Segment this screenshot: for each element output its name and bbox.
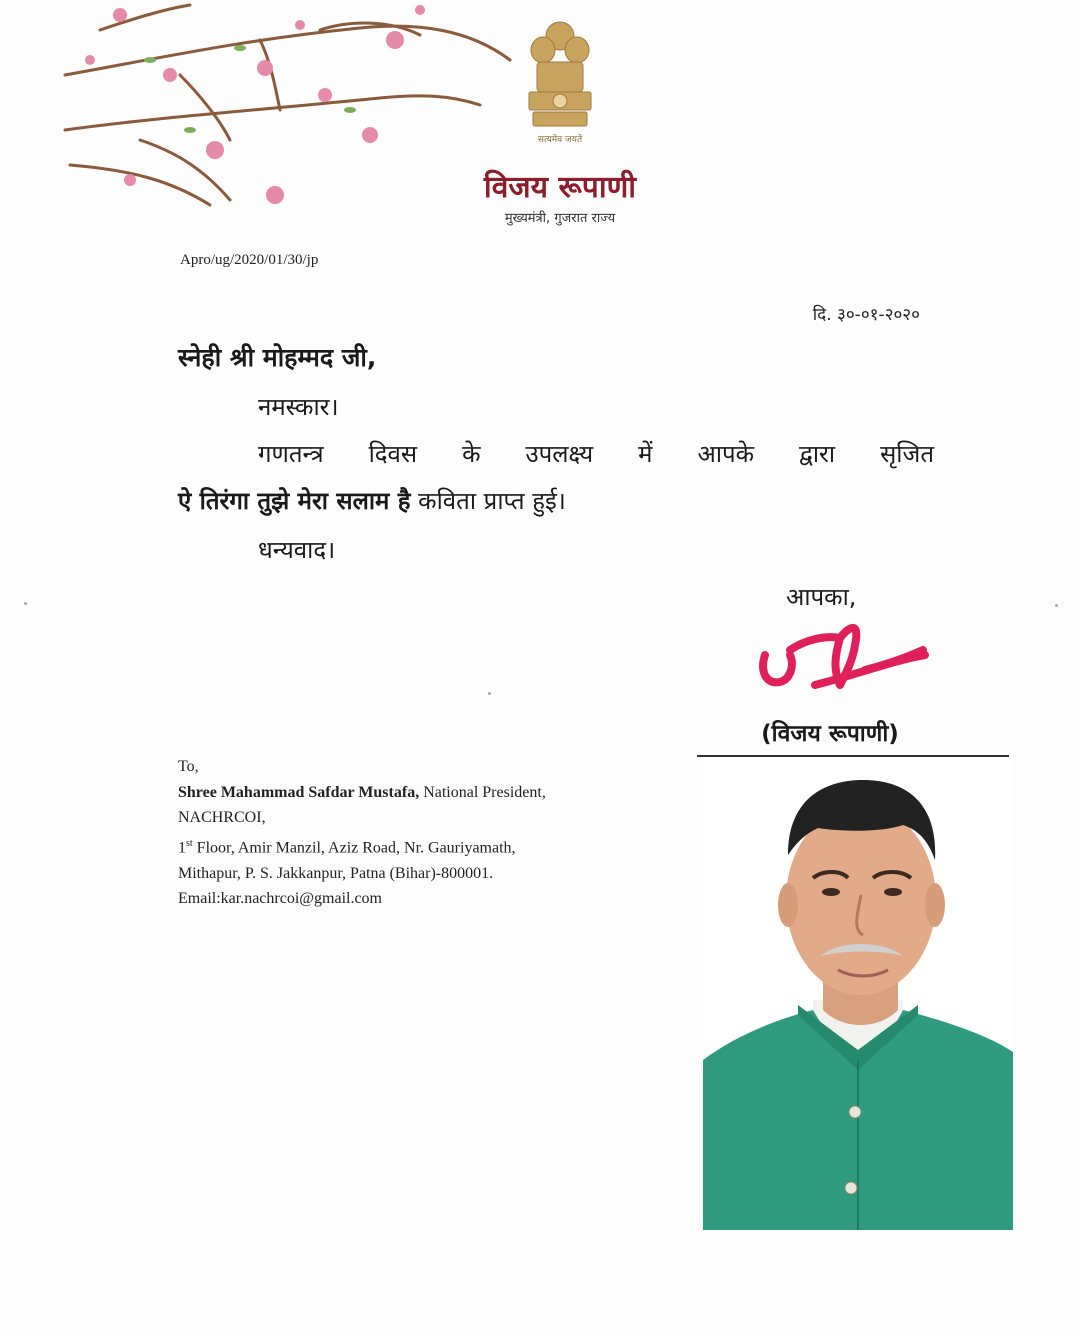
signatory-name: (विजय रूपाणी) <box>761 721 899 747</box>
scan-speck <box>1055 604 1058 607</box>
address-line-2: Mithapur, P. S. Jakkanpur, Patna (Bihar)-800001. <box>178 864 494 882</box>
photo-top-rule <box>697 755 1009 757</box>
recipient-address <box>178 754 546 912</box>
body-line-2 <box>178 484 566 517</box>
sender-title: मुख्यमंत्री, गुजरात राज्य <box>504 211 616 226</box>
address-line-1-rest: Floor, Amir Manzil, Aziz Road, Nr. Gauriyamath, <box>192 839 516 857</box>
recipient-name: Shree Mahammad Safdar Mustafa, <box>178 783 420 801</box>
sender-name: विजय रूपाणी <box>483 170 637 205</box>
poem-title: ऐ तिरंगा तुझे मेरा सलाम है <box>178 487 411 515</box>
address-line-1 <box>178 831 546 861</box>
floor-suffix: st <box>186 837 193 849</box>
reference-number: Apro/ug/2020/01/30/jp <box>180 252 319 268</box>
scan-speck <box>488 692 491 695</box>
emblem-motto: सत्यमेव जयते <box>537 135 583 145</box>
body-line-1: गणतन्त्र दिवस के उपलक्ष्य में आपके द्वारा सृजित <box>258 440 934 468</box>
recipient-org: NACHRCOI, <box>178 809 266 827</box>
handwritten-signature <box>745 610 935 710</box>
body-line-2-rest: कविता प्राप्त हुई। <box>410 487 566 515</box>
scan-speck <box>24 602 27 605</box>
thanks: धन्यवाद। <box>258 536 336 564</box>
greeting: नमस्कार। <box>258 393 339 421</box>
recipient-name-line <box>178 780 546 806</box>
letter-date: दि. ३०-०१-२०२० <box>812 305 920 325</box>
closing: आपका, <box>786 583 857 611</box>
recipient-designation: National President, <box>419 783 546 801</box>
floor-number: 1 <box>178 839 186 857</box>
blossom-branch-decoration <box>60 0 530 215</box>
national-emblem <box>515 18 605 148</box>
address-to: To, <box>178 758 199 775</box>
portrait-photo <box>703 760 1013 1230</box>
salutation: स्नेही श्री मोहम्मद जी, <box>178 343 377 372</box>
recipient-email: Email:kar.nachrcoi@gmail.com <box>178 890 382 908</box>
